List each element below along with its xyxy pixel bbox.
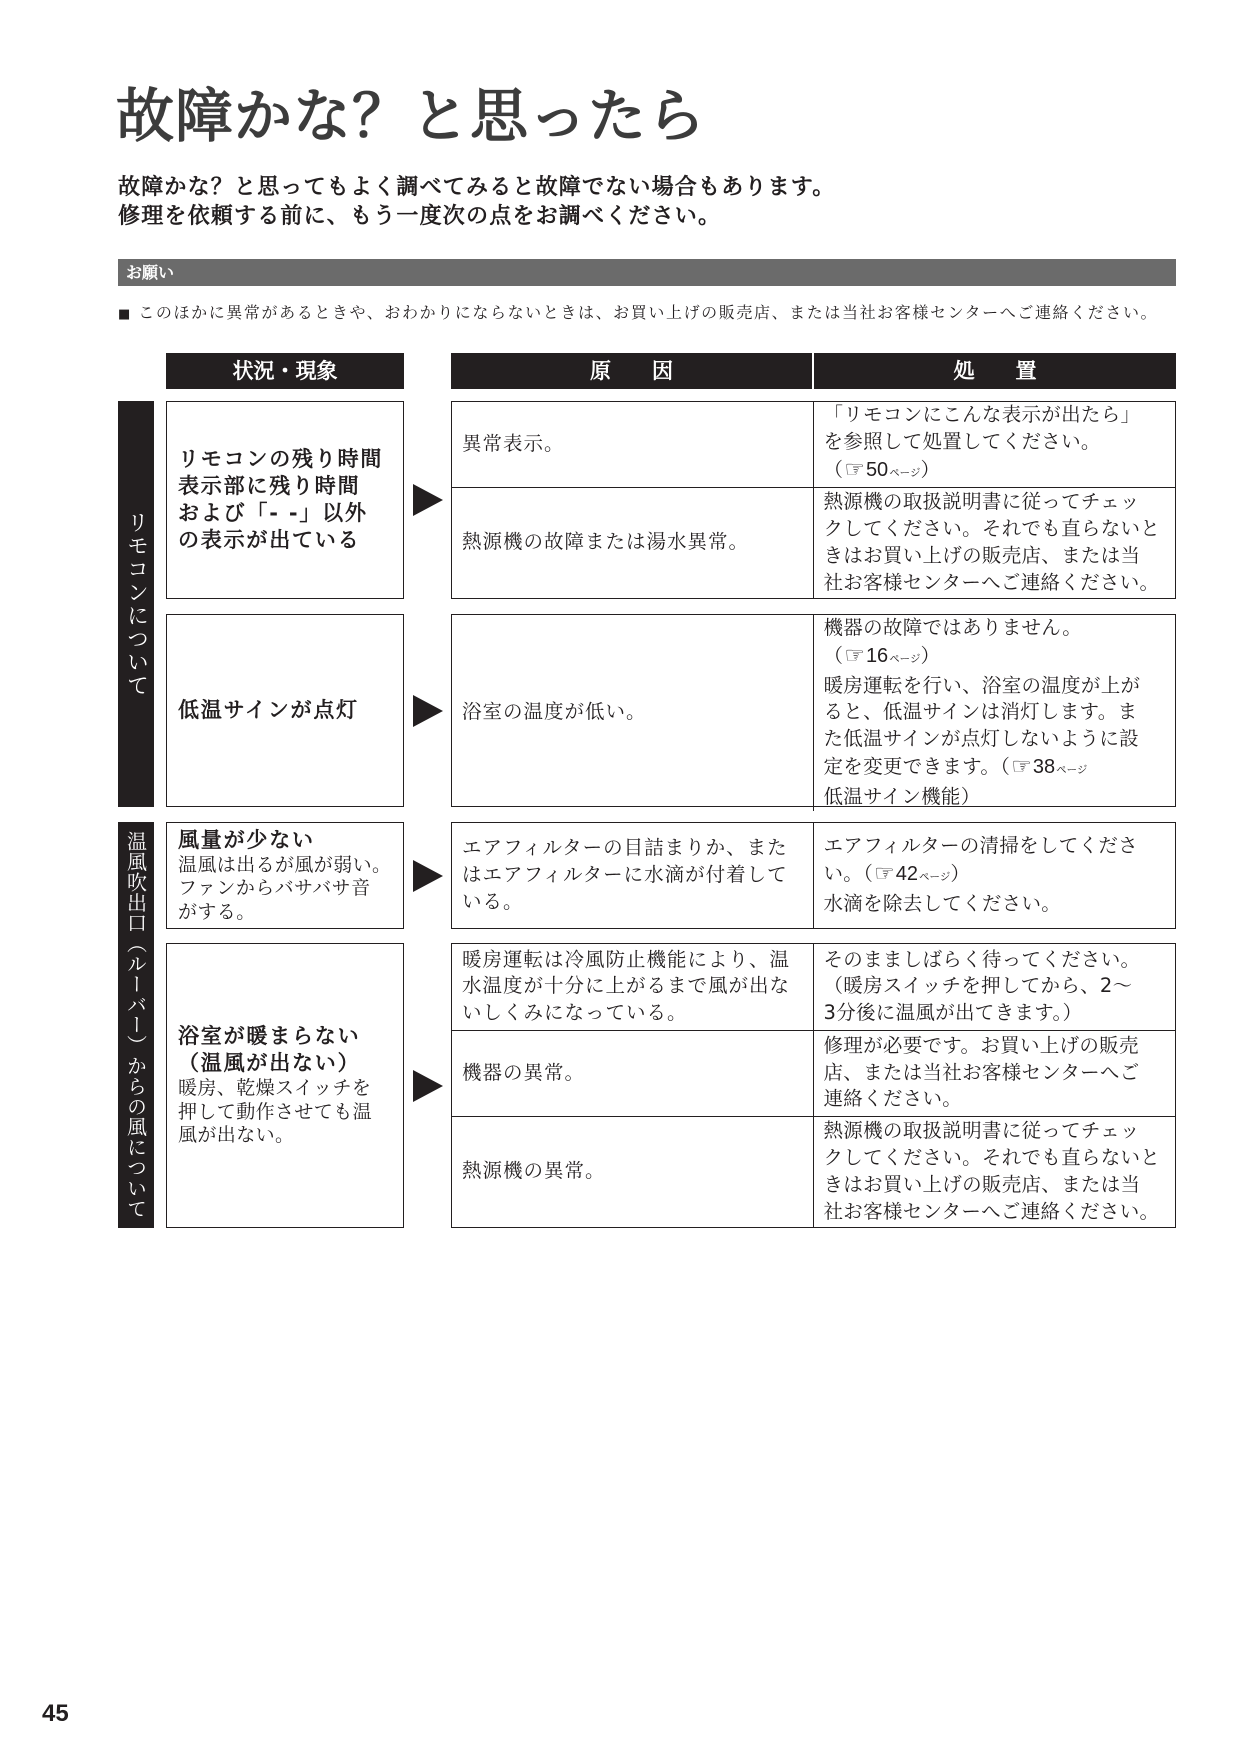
- intro-line: 故障かな？と思ってもよく調べてみると故障でない場合もあります。: [118, 175, 836, 200]
- cause-cell: [452, 944, 813, 1030]
- situation-heading-line: の表示が出ている: [178, 528, 361, 552]
- reference-page-unit: ページ: [1056, 763, 1088, 776]
- cause-line: はエアフィルターに水滴が付着して: [462, 863, 788, 887]
- situation-detail-line: 温風は出るが風が弱い。: [178, 853, 392, 876]
- remedy-line: 熱源機の取扱説明書に従ってチェッ: [823, 1119, 1140, 1143]
- cause-remedy-row: [452, 944, 1175, 1030]
- remedy-line: エアフィルターの清掃をしてくださ: [823, 834, 1138, 858]
- cause-line: 暖房運転は冷風防止機能により、温: [462, 947, 791, 971]
- remedy-line: ると、低温サインは消灯します。ま: [823, 700, 1138, 724]
- pointing-hand-icon: [874, 861, 895, 888]
- remedy-line: 社お客様センターへご連絡ください。: [823, 570, 1160, 594]
- remedy-line: [824, 642, 1172, 673]
- remedy-cell: [813, 1117, 1176, 1228]
- remedy-line: を参照して処置してください。: [823, 429, 1101, 453]
- cause-line: 浴室の温度が低い。: [462, 700, 647, 724]
- situation-heading-line: 風量が少ない: [178, 827, 315, 852]
- pointing-hand-icon: [844, 643, 865, 670]
- cause-cell: [452, 823, 813, 928]
- remedy-cell: [813, 1031, 1176, 1116]
- cause-remedy-row: [452, 487, 1175, 599]
- remedy-line: 店、または当社お客様センターへご: [823, 1060, 1140, 1084]
- text-segment: 定を変更できます。（: [823, 754, 1011, 778]
- section-side-label-text: リモコンについて: [123, 510, 149, 698]
- pointing-hand-icon: [1011, 754, 1032, 781]
- remedy-line: 機器の故障ではありません。: [823, 616, 1083, 639]
- intro-line: 修理を依頼する前に、もう一度次の点をお調べください。: [118, 204, 722, 229]
- situation-cell: [166, 614, 404, 807]
- cause-line: いしくみになっている。: [462, 1001, 688, 1025]
- triangle-right-icon: [413, 1070, 443, 1102]
- cause-cell: [452, 488, 813, 599]
- remedy-line: 社お客様センターへご連絡ください。: [823, 1199, 1160, 1223]
- situation-detail-line: 暖房、乾燥スイッチを: [178, 1077, 372, 1100]
- cause-line: 異常表示。: [462, 431, 565, 455]
- cause-line: 熱源機の故障または湯水異常。: [462, 530, 750, 554]
- page-number: 45: [42, 1700, 69, 1727]
- cause-remedy-table: [451, 401, 1176, 599]
- remedy-line: きはお買い上げの販売店、または当: [823, 1172, 1141, 1196]
- cause-cell: [452, 402, 813, 487]
- section-side-label: [118, 401, 154, 807]
- cause-cell: [452, 615, 813, 811]
- text-segment: （: [823, 457, 844, 481]
- cause-remedy-table: [451, 943, 1176, 1228]
- reference-page-unit: ページ: [889, 652, 921, 665]
- cause-line: 熱源機の異常。: [462, 1159, 606, 1183]
- remedy-line: （暖房スイッチを押してから、2～: [823, 974, 1133, 998]
- header-remedy: 処 置: [814, 353, 1176, 389]
- cause-line: 水温度が十分に上がるまで風が出な: [462, 974, 791, 998]
- cause-remedy-row: [452, 823, 1175, 928]
- remedy-line: そのまましばらく待ってください。: [823, 947, 1141, 971]
- page-title: 故障かな？と思ったら: [116, 82, 707, 150]
- remedy-line: 「リモコンにこんな表示が出たら」: [823, 403, 1141, 427]
- situation-detail-line: がする。: [178, 900, 256, 923]
- triangle-right-icon: [413, 484, 443, 516]
- section-side-label-text: 温風吹出口（ルーバー）からの風について: [123, 831, 148, 1219]
- triangle-right-icon: [413, 695, 443, 727]
- page-reference: [1010, 755, 1087, 778]
- page-reference: [843, 458, 920, 481]
- situation-heading-line: および「- -」以外: [178, 501, 368, 525]
- reference-page-number: 16: [865, 644, 889, 667]
- remedy-line: 修理が必要です。お買い上げの販売: [823, 1033, 1139, 1057]
- cause-remedy-row: [452, 1030, 1175, 1116]
- cause-remedy-row: [452, 402, 1175, 487]
- remedy-line: クしてください。それでも直らないと: [823, 1145, 1161, 1169]
- text-segment: ）: [920, 643, 941, 667]
- reference-page-unit: ページ: [889, 466, 921, 479]
- remedy-line: 低温サイン機能）: [823, 784, 981, 808]
- cause-cell: [452, 1117, 813, 1228]
- situation-cell: [166, 401, 404, 599]
- header-situation: 状況・現象: [166, 353, 404, 389]
- triangle-right-icon: [413, 860, 443, 892]
- situation-cell: [166, 943, 404, 1228]
- page-reference: [843, 644, 920, 667]
- remedy-line: 連絡ください。: [823, 1087, 963, 1111]
- cause-remedy-table: [451, 822, 1176, 929]
- cause-line: エアフィルターの目詰まりか、また: [462, 836, 788, 860]
- situation-heading-line: 低温サインが点灯: [178, 698, 359, 722]
- page-reference: [873, 862, 950, 885]
- remedy-cell: [813, 402, 1176, 487]
- reference-page-number: 42: [895, 863, 919, 886]
- section-side-label: [118, 822, 154, 1228]
- square-bullet-icon: ■: [118, 307, 131, 322]
- remedy-line: 暖房運転を行い、浴室の温度が上が: [823, 673, 1141, 697]
- situation-heading-line: 浴室が暖まらない: [178, 1024, 361, 1049]
- remedy-line: 水滴を除去してください。: [823, 891, 1062, 915]
- situation-heading-line: リモコンの残り時間: [178, 447, 384, 471]
- cause-line: いる。: [462, 889, 524, 913]
- cause-remedy-row: [452, 615, 1175, 811]
- remedy-line: [824, 456, 1172, 487]
- reference-page-number: 50: [865, 458, 889, 481]
- header-cause: 原 因: [451, 353, 812, 389]
- cause-cell: [452, 1031, 813, 1116]
- text-segment: ）: [950, 862, 971, 886]
- cause-remedy-table: [451, 614, 1176, 807]
- remedy-line: [824, 860, 1172, 891]
- situation-detail-line: ファンからバサバサ音: [178, 877, 371, 900]
- remedy-line: 熱源機の取扱説明書に従ってチェッ: [823, 490, 1140, 514]
- text-segment: い。（: [823, 862, 874, 886]
- reference-page-unit: ページ: [919, 871, 951, 884]
- remedy-cell: [813, 823, 1176, 928]
- notice-heading-bar: [118, 259, 1176, 286]
- cause-remedy-row: [452, 1116, 1175, 1228]
- remedy-line: きはお買い上げの販売店、または当: [823, 543, 1141, 567]
- notice-text: このほかに異常があるときや、おわかりにならないときは、お買い上げの販売店、または当社お客様センターへご連絡ください。: [138, 303, 1159, 322]
- situation-heading-line: （温風が出ない）: [178, 1051, 361, 1076]
- text-segment: ）: [920, 457, 941, 481]
- remedy-line: [824, 753, 1172, 784]
- remedy-cell: [813, 488, 1176, 599]
- remedy-line: た低温サインが点灯しないように設: [823, 727, 1139, 751]
- remedy-cell: [813, 944, 1176, 1030]
- intro-text: [118, 173, 835, 231]
- remedy-cell: [813, 615, 1176, 811]
- notice-heading: お願い: [126, 263, 175, 282]
- text-segment: （: [823, 643, 844, 667]
- remedy-line: クしてください。それでも直らないと: [823, 516, 1161, 540]
- cause-line: 機器の異常。: [462, 1060, 586, 1084]
- situation-heading-line: 表示部に残り時間: [178, 474, 361, 498]
- reference-page-number: 38: [1032, 755, 1056, 778]
- pointing-hand-icon: [844, 457, 865, 484]
- situation-detail-line: 押して動作させても温: [178, 1100, 373, 1123]
- situation-detail-line: 風が出ない。: [178, 1124, 295, 1147]
- remedy-line: 3分後に温風が出てきます。）: [823, 1001, 1083, 1025]
- notice-line: [118, 301, 1158, 327]
- situation-cell: [166, 822, 404, 929]
